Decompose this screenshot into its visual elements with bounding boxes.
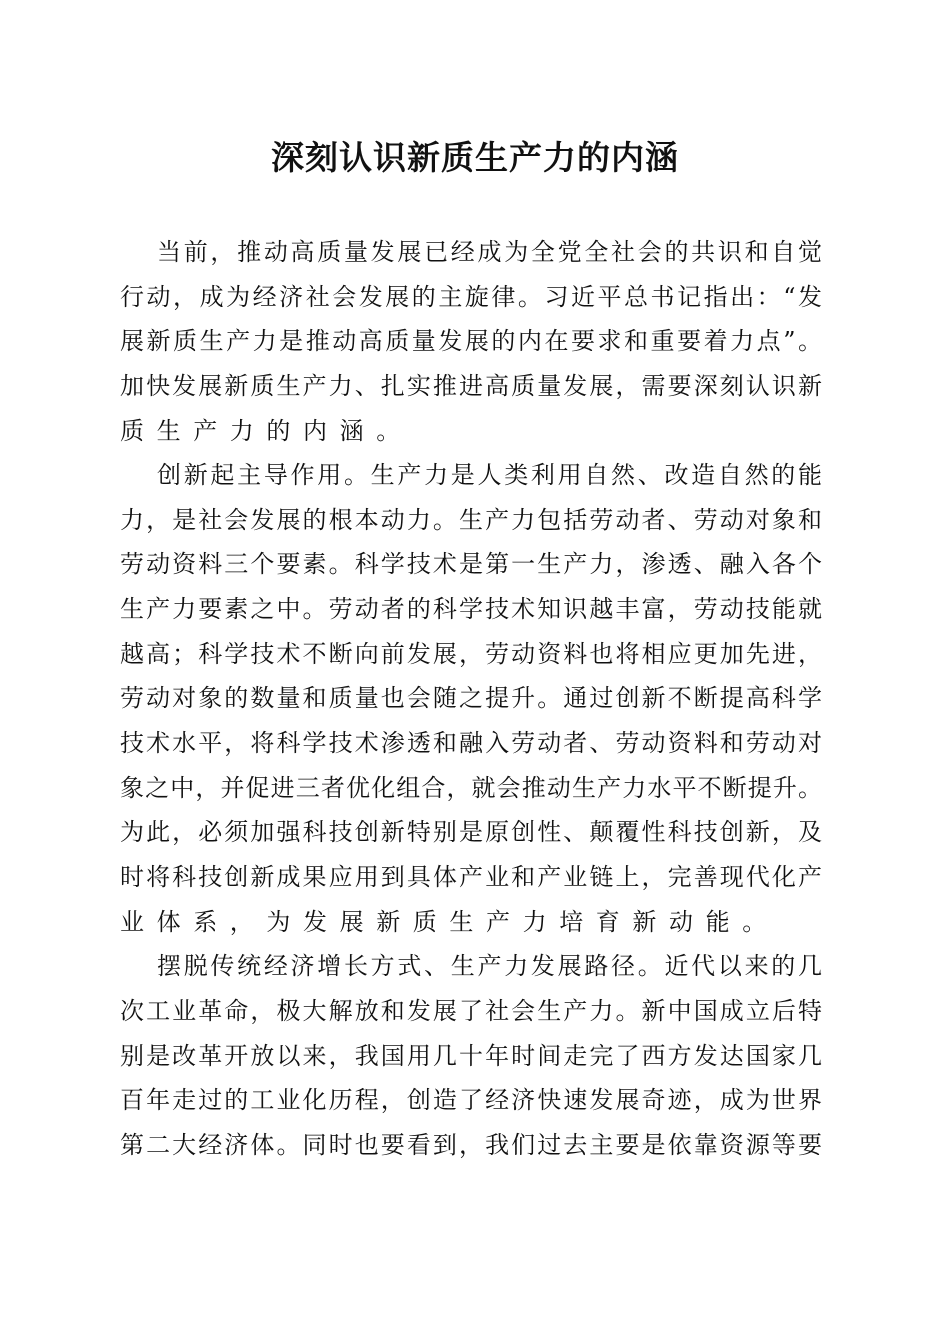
paragraph-line: 展新质生产力是推动高质量发展的内在要求和重要着力点”。 bbox=[120, 327, 822, 356]
paragraph-line: 加快发展新质生产力、扎实推进高质量发展，需要深刻认识新 bbox=[120, 371, 822, 400]
paragraph-line: 别是改革开放以来，我国用几十年时间走完了西方发达国家几 bbox=[120, 1041, 822, 1070]
paragraph-line: 业体系，为发展新质生产力培育新动能。 bbox=[120, 907, 779, 936]
paragraph bbox=[120, 453, 822, 944]
paragraph-line: 劳动资料三个要素。科学技术是第一生产力，渗透、融入各个 bbox=[120, 550, 822, 579]
paragraph-line: 越高；科学技术不断向前发展，劳动资料也将相应更加先进， bbox=[120, 639, 822, 668]
paragraph-line: 行动，成为经济社会发展的主旋律。习近平总书记指出：“发 bbox=[120, 282, 822, 311]
paragraph-line: 劳动对象的数量和质量也会随之提升。通过创新不断提高科学 bbox=[120, 684, 822, 713]
paragraph-line: 时将科技创新成果应用到具体产业和产业链上，完善现代化产 bbox=[120, 862, 822, 891]
paragraph-line: 为此，必须加强科技创新特别是原创性、颠覆性科技创新，及 bbox=[120, 818, 822, 847]
paragraph-line: 力，是社会发展的根本动力。生产力包括劳动者、劳动对象和 bbox=[120, 505, 822, 534]
paragraph-line: 象之中，并促进三者优化组合，就会推动生产力水平不断提升。 bbox=[120, 773, 822, 802]
paragraph-line: 创新起主导作用。生产力是人类利用自然、改造自然的能 bbox=[157, 461, 822, 490]
paragraph-line: 摆脱传统经济增长方式、生产力发展路径。近代以来的几 bbox=[157, 952, 822, 981]
paragraph-line: 第二大经济体。同时也要看到，我们过去主要是依靠资源等要 bbox=[120, 1130, 822, 1159]
paragraph-line: 当前，推动高质量发展已经成为全党全社会的共识和自觉 bbox=[157, 238, 822, 266]
paragraph-line: 次工业革命，极大解放和发展了社会生产力。新中国成立后特 bbox=[120, 996, 822, 1025]
document-title: 深刻认识新质生产力的内涵 bbox=[271, 138, 679, 177]
paragraph-line: 技术水平，将科学技术渗透和融入劳动者、劳动资料和劳动对 bbox=[120, 729, 822, 758]
paragraph-line: 质生产力的内涵。 bbox=[120, 416, 413, 445]
paragraph bbox=[120, 230, 822, 453]
paragraph-line: 百年走过的工业化历程，创造了经济快速发展奇迹，成为世界 bbox=[120, 1086, 822, 1115]
document-body bbox=[120, 230, 822, 1167]
paragraph-line: 生产力要素之中。劳动者的科学技术知识越丰富，劳动技能就 bbox=[120, 595, 822, 624]
paragraph bbox=[120, 944, 822, 1167]
